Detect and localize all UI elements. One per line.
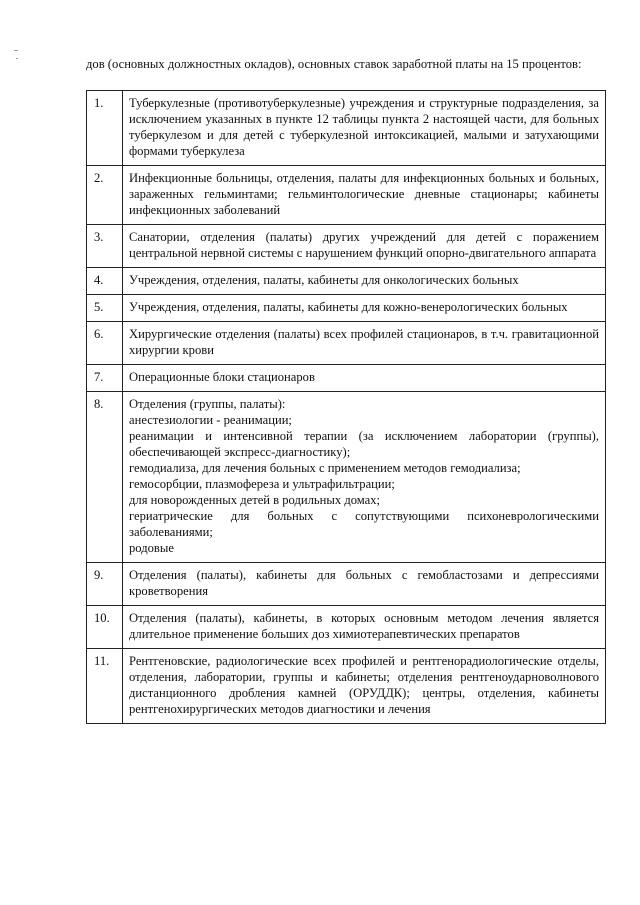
row-line: гемодиализа, для лечения больных с применением методов гемодиализа; bbox=[129, 461, 521, 475]
table-row bbox=[87, 606, 606, 649]
row-number: 1. bbox=[87, 91, 123, 166]
scan-artifact bbox=[16, 58, 18, 59]
table-row bbox=[87, 322, 606, 365]
table-body bbox=[87, 91, 606, 724]
table-row bbox=[87, 563, 606, 606]
row-number: 4. bbox=[87, 268, 123, 295]
allowance-table bbox=[86, 90, 606, 724]
table-row bbox=[87, 295, 606, 322]
row-number: 2. bbox=[87, 166, 123, 225]
row-line: гемосорбции, плазмофереза и ультрафильтрации; bbox=[129, 477, 395, 491]
row-line: реанимации и интенсивной терапии (за исключением лаборатории (группы), обеспечивающей экспресс-диагностику); bbox=[129, 429, 599, 459]
row-text-list bbox=[123, 392, 606, 563]
table-row bbox=[87, 268, 606, 295]
row-text: Отделения (палаты), кабинеты для больных с гемобластозами и депрессиями кроветворения bbox=[123, 563, 606, 606]
row-line: для новорожденных детей в родильных домах; bbox=[129, 493, 381, 507]
row-text: Рентгеновские, радиологические всех профилей и рентгенорадиологические отделы, отделения, лаборатории, группы и кабинеты; отделения рентгеноударноволнового дистанционного дробления камней (ОРУДДК); центры, отделения, кабинеты рентгенохирургических методов диагностики и лечения bbox=[123, 649, 606, 724]
table-row bbox=[87, 392, 606, 563]
row-text: Санатории, отделения (палаты) других учреждений для детей с поражением центральной нервной системы с нарушением функций опорно-двигательного аппарата bbox=[123, 225, 606, 268]
intro-text: дов (основных должностных окладов), основных ставок заработной платы на 15 процентов: bbox=[86, 57, 582, 71]
row-text: Учреждения, отделения, палаты, кабинеты для онкологических больных bbox=[123, 268, 606, 295]
row-text: Операционные блоки стационаров bbox=[123, 365, 606, 392]
row-number: 8. bbox=[87, 392, 123, 563]
row-text: Отделения (палаты), кабинеты, в которых основным методом лечения является длительное применение больших доз химиотерапевтических препаратов bbox=[123, 606, 606, 649]
table-row bbox=[87, 91, 606, 166]
table-row bbox=[87, 166, 606, 225]
row-text: Туберкулезные (противотуберкулезные) учреждения и структурные подразделения, за исключением указанных в пункте 12 таблицы пункта 2 настоящей части, для больных туберкулезом и для детей с туберкулезной интоксикацией, малыми и затухающими формами туберкулеза bbox=[123, 91, 606, 166]
row-number: 6. bbox=[87, 322, 123, 365]
table-row bbox=[87, 225, 606, 268]
row-line: родовые bbox=[129, 541, 174, 555]
scan-artifact bbox=[14, 50, 18, 51]
row-text: Учреждения, отделения, палаты, кабинеты для кожно-венерологических больных bbox=[123, 295, 606, 322]
row-number: 5. bbox=[87, 295, 123, 322]
table-row bbox=[87, 365, 606, 392]
row-number: 11. bbox=[87, 649, 123, 724]
row-line: гериатрические для больных с сопутствующими психоневрологическими заболеваниями; bbox=[129, 509, 599, 539]
row-line: Отделения (группы, палаты): bbox=[129, 397, 286, 411]
row-text: Инфекционные больницы, отделения, палаты для инфекционных больных и больных, зараженных гельминтами; гельминтологические дневные стационары; кабинеты инфекционных заболеваний bbox=[123, 166, 606, 225]
table-row bbox=[87, 649, 606, 724]
row-number: 3. bbox=[87, 225, 123, 268]
row-number: 7. bbox=[87, 365, 123, 392]
row-number: 10. bbox=[87, 606, 123, 649]
row-number: 9. bbox=[87, 563, 123, 606]
row-line: анестезиологии - реанимации; bbox=[129, 413, 292, 427]
row-text: Хирургические отделения (палаты) всех профилей стационаров, в т.ч. гравитационной хирургии крови bbox=[123, 322, 606, 365]
